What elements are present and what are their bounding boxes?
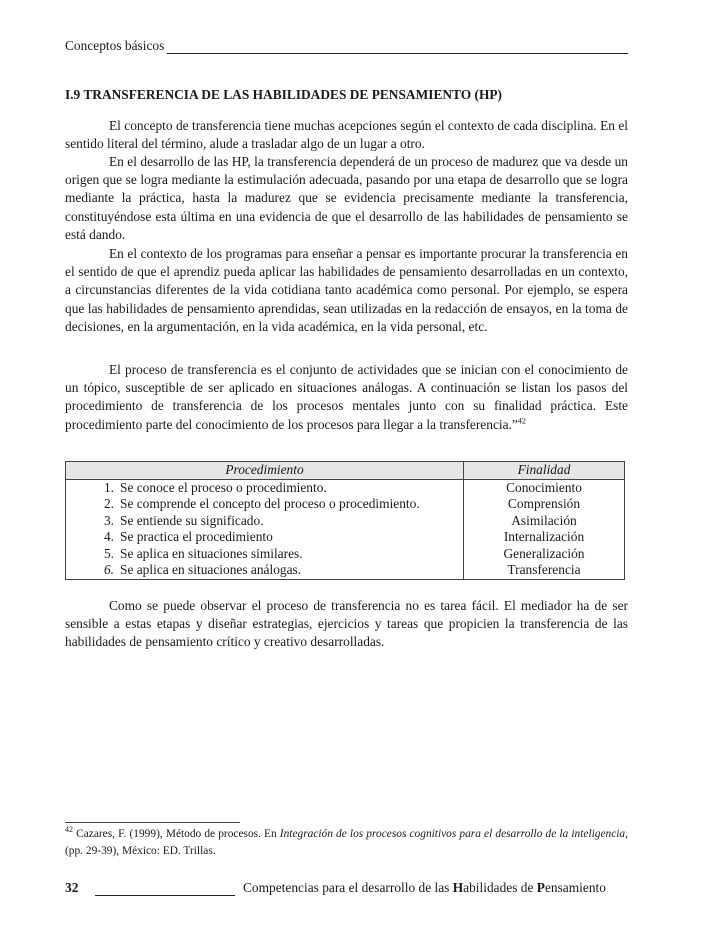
purpose-cell: Internalización [464,529,625,546]
step-cell [66,529,464,546]
step-number: 6. [103,562,114,577]
step-text: Se aplica en situaciones similares. [120,545,303,561]
step-text: Se comprende el concepto del proceso o procedimiento. [120,496,420,511]
paragraph-4-text: El proceso de transferencia es el conjunto de actividades que se inician con el conocimiento de un tópico, susceptible de ser aplicado en situaciones análogas. A continuación se listan los pasos del procedimiento de transferencia de los procesos mentales junto con su finalidad práctica. Este procedimiento parte del conocimiento de los procesos para llegar a la transferencia.” [65,362,628,432]
header-rule [167,40,628,54]
page-number: 32 [65,880,79,895]
paragraph-1: El concepto de transferencia tiene muchas acepciones según el contexto de cada disciplina. En el sentido literal del término, alude a trasladar algo de un lugar a otro. [65,118,628,152]
table-row [66,529,625,546]
step-text: Se entiende su significado. [120,512,264,528]
header-text: Conceptos básicos [65,38,165,53]
procedure-table [65,461,625,580]
footer-title-initial-h: H [452,880,464,895]
running-footer [65,880,628,896]
paragraph-3: En el contexto de los programas para enseñar a pensar es importante procurar la transferencia en el sentido de que el aprendiz pueda aplicar las habilidades de pensamiento desarrolladas en un contexto, a circunstancias diferentes de la vida cotidiana tanto académica como personal. Por ejemplo, se espera que las habilidades de pensamiento aprendidas, sean utilizadas en la redacción de ensayos, en la toma de decisiones, en la argumentación, en la vida académica, en la vida personal, etc. [65,246,628,334]
table-row [66,496,625,513]
purpose-cell: Conocimiento [464,479,625,496]
table-header-row [66,462,625,480]
step-text: Se conoce el proceso o procedimiento. [120,479,327,495]
footer-title-part: ensamiento [544,880,606,895]
purpose-cell: Transferencia [464,562,625,579]
running-header [65,38,628,54]
footnote-text-before: Cazares, F. (1999), Método de procesos. En [73,828,280,840]
step-cell [66,496,464,513]
footer-title-initial-p: P [536,880,545,895]
step-cell [66,513,464,530]
step-number: 5. [103,545,114,561]
step-number: 3. [103,512,114,528]
footnote-reference: 42 [517,416,526,426]
header-finalidad: Finalidad [464,462,625,480]
footnote [65,826,628,860]
footnote-text-after: , (pp. 29-39), México: ED. Trillas. [65,828,628,857]
purpose-cell: Comprensión [464,496,625,513]
footnote-number: 42 [65,825,73,835]
footer-title-part: abilidades de [463,880,537,895]
footnote-separator [65,822,240,823]
section-title: I.9 TRANSFERENCIA DE LAS HABILIDADES DE PENSAMIENTO (HP) [65,87,503,102]
step-cell [66,562,464,579]
step-text: Se aplica en situaciones análogas. [120,562,302,577]
table-row [66,479,625,496]
step-cell [66,546,464,563]
step-number: 4. [103,529,114,544]
header-procedimiento: Procedimiento [66,462,464,480]
paragraph-5: Como se puede observar el proceso de transferencia no es tarea fácil. El mediador ha de ser sensible a estas etapas y diseñar estrategias, ejercicios y tareas que propicien la transferencia de las habilidades de pensamiento crítico y creativo desarrolladas. [65,598,628,650]
footer-rule [95,883,235,896]
table-row [66,513,625,530]
step-text: Se practica el procedimiento [120,529,273,544]
paragraph-4 [65,361,628,434]
paragraph-2: En el desarrollo de las HP, la transferencia dependerá de un proceso de madurez que va desde un origen que se logra mediante la estimulación adecuada, pasando por una etapa de desarrollo que se logra mediante la práctica, hasta la madurez que se evidencia precisamente mediante la transferencia, constituyéndose esta última en una evidencia de que el desarrollo de las habilidades de pensamiento se está dando. [65,154,628,242]
footer-title [243,880,606,896]
step-number: 2. [103,496,114,511]
purpose-cell: Generalización [464,546,625,563]
purpose-cell: Asimilación [464,513,625,530]
table-row [66,546,625,563]
table-row [66,562,625,579]
footer-title-part: Competencias para el desarrollo de las [243,880,453,895]
footnote-book-title: Integración de los procesos cognitivos para el desarrollo de la inteligencia [279,828,626,840]
step-number: 1. [103,479,114,495]
step-cell [66,479,464,496]
